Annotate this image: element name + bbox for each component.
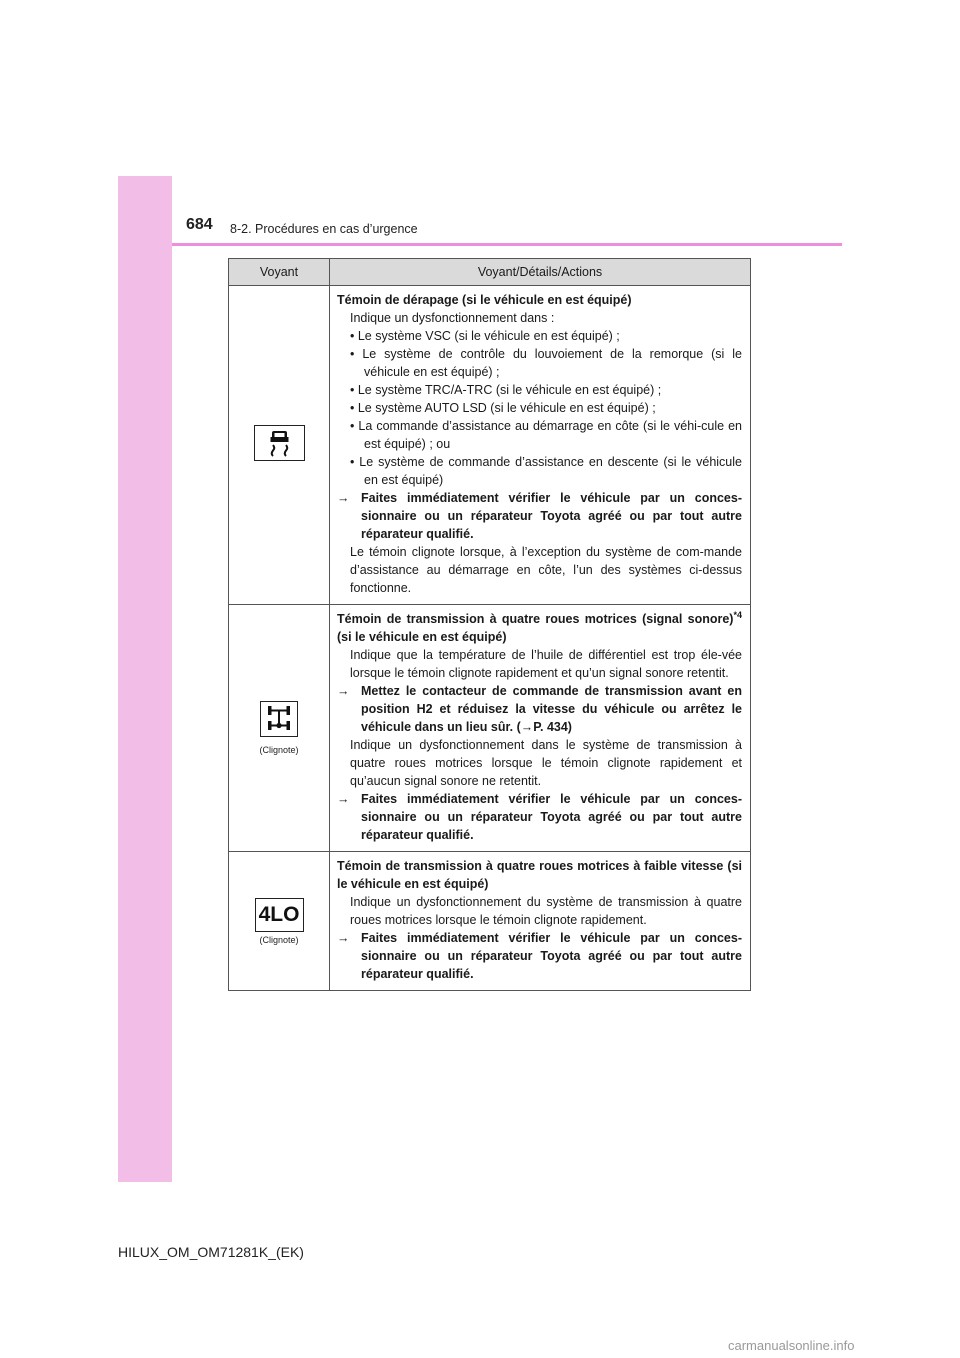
skid-indicator-icon <box>254 425 305 461</box>
row-text: Indique que la température de l’huile de différentiel est trop éle-vée lorsque le témoin clignote rapidement et qu’un signal sonore retentit. <box>350 648 742 680</box>
details-cell <box>330 605 751 852</box>
table-row <box>229 286 751 605</box>
row-text: Indique un dysfonctionnement dans le système de transmission à quatre roues motrices lorsque le témoin clignote rapidement et qu’aucun signal sonore ne retentit. <box>350 738 742 788</box>
warning-light-table <box>228 258 751 991</box>
bullet-item: • Le système VSC (si le véhicule en est équipé) ; <box>350 329 620 343</box>
table-row <box>229 852 751 991</box>
bullet-item: • Le système de contrôle du louvoiement de la remorque (si le véhicule en est équipé) ; <box>350 347 742 379</box>
bullet-item: • Le système TRC/A-TRC (si le véhicule en est équipé) ; <box>350 383 662 397</box>
action-text: Faites immédiatement vérifier le véhicule par un conces-sionnaire ou un réparateur Toyota agréé ou par tout autre réparateur qualifié. <box>361 931 742 981</box>
arrow-icon: → <box>520 720 534 734</box>
indicator-cell <box>229 852 330 991</box>
indicator-cell <box>229 286 330 605</box>
row-title: Témoin de dérapage (si le véhicule en est équipé) <box>337 293 632 307</box>
table-header-row <box>229 259 751 286</box>
row-note: Le témoin clignote lorsque, à l’exception du système de com-mande d’assistance au démarrage en côte, l’un des systèmes ci-dessus fonctionne. <box>350 545 742 595</box>
footnote-marker: *4 <box>733 609 742 620</box>
bullet-item: • Le système de commande d’assistance en descente (si le véhicule en est équipé) <box>350 455 742 487</box>
action-line <box>337 929 742 983</box>
document-code: HILUX_OM_OM71281K_(EK) <box>118 1244 304 1260</box>
row-title-part: Témoin de transmission à quatre roues motrices (signal sonore) <box>337 612 734 626</box>
action-line <box>337 682 742 736</box>
details-cell <box>330 852 751 991</box>
arrow-icon: → <box>337 931 350 945</box>
column-header-details: Voyant/Détails/Actions <box>330 259 751 286</box>
action-line <box>337 790 742 844</box>
four-wheel-drive-icon <box>260 701 298 737</box>
action-text: Mettez le contacteur de commande de transmission avant en position H2 et réduisez la vitesse du véhicule ou arrêtez le véhicule dans un lieu sûr. ( <box>361 684 742 734</box>
arrow-icon: → <box>337 792 350 806</box>
bullet-item: • La commande d’assistance au démarrage en côte (si le véhi-cule en est équipé) ; ou <box>350 419 742 451</box>
side-color-band <box>118 176 172 1182</box>
action-text: Faites immédiatement vérifier le véhicule par un conces-sionnaire ou un réparateur Toyota agréé ou par tout autre réparateur qualifié. <box>361 792 742 842</box>
bullet-item: • Le système AUTO LSD (si le véhicule en est équipé) ; <box>350 401 656 415</box>
action-text: Faites immédiatement vérifier le véhicule par un conces-sionnaire ou un réparateur Toyota agréé ou par tout autre réparateur qualifié. <box>361 491 742 541</box>
row-title: Témoin de transmission à quatre roues motrices à faible vitesse (si le véhicule en est équipé) <box>337 859 742 891</box>
four-lo-indicator-icon: 4LO <box>255 898 304 932</box>
row-title-part: (si le véhicule en est équipé) <box>337 630 507 644</box>
row-intro: Indique un dysfonctionnement dans : <box>350 311 555 325</box>
watermark: carmanualsonline.info <box>728 1338 855 1353</box>
action-line <box>337 489 742 543</box>
section-title: 8-2. Procédures en cas d’urgence <box>230 222 418 236</box>
details-cell <box>330 286 751 605</box>
page-reference-link[interactable]: P. 434) <box>533 720 572 734</box>
arrow-icon: → <box>337 684 350 698</box>
page-number: 684 <box>186 216 213 233</box>
column-header-indicator: Voyant <box>229 259 330 286</box>
blink-caption: (Clignote) <box>259 934 299 945</box>
table-row <box>229 605 751 852</box>
header-rule <box>172 243 842 246</box>
indicator-cell <box>229 605 330 852</box>
row-text: Indique un dysfonctionnement du système de transmission à quatre roues motrices lorsque le témoin clignote rapidement. <box>350 895 742 927</box>
arrow-icon: → <box>337 491 350 505</box>
blink-caption: (Clignote) <box>259 745 299 755</box>
row-title <box>337 610 742 646</box>
